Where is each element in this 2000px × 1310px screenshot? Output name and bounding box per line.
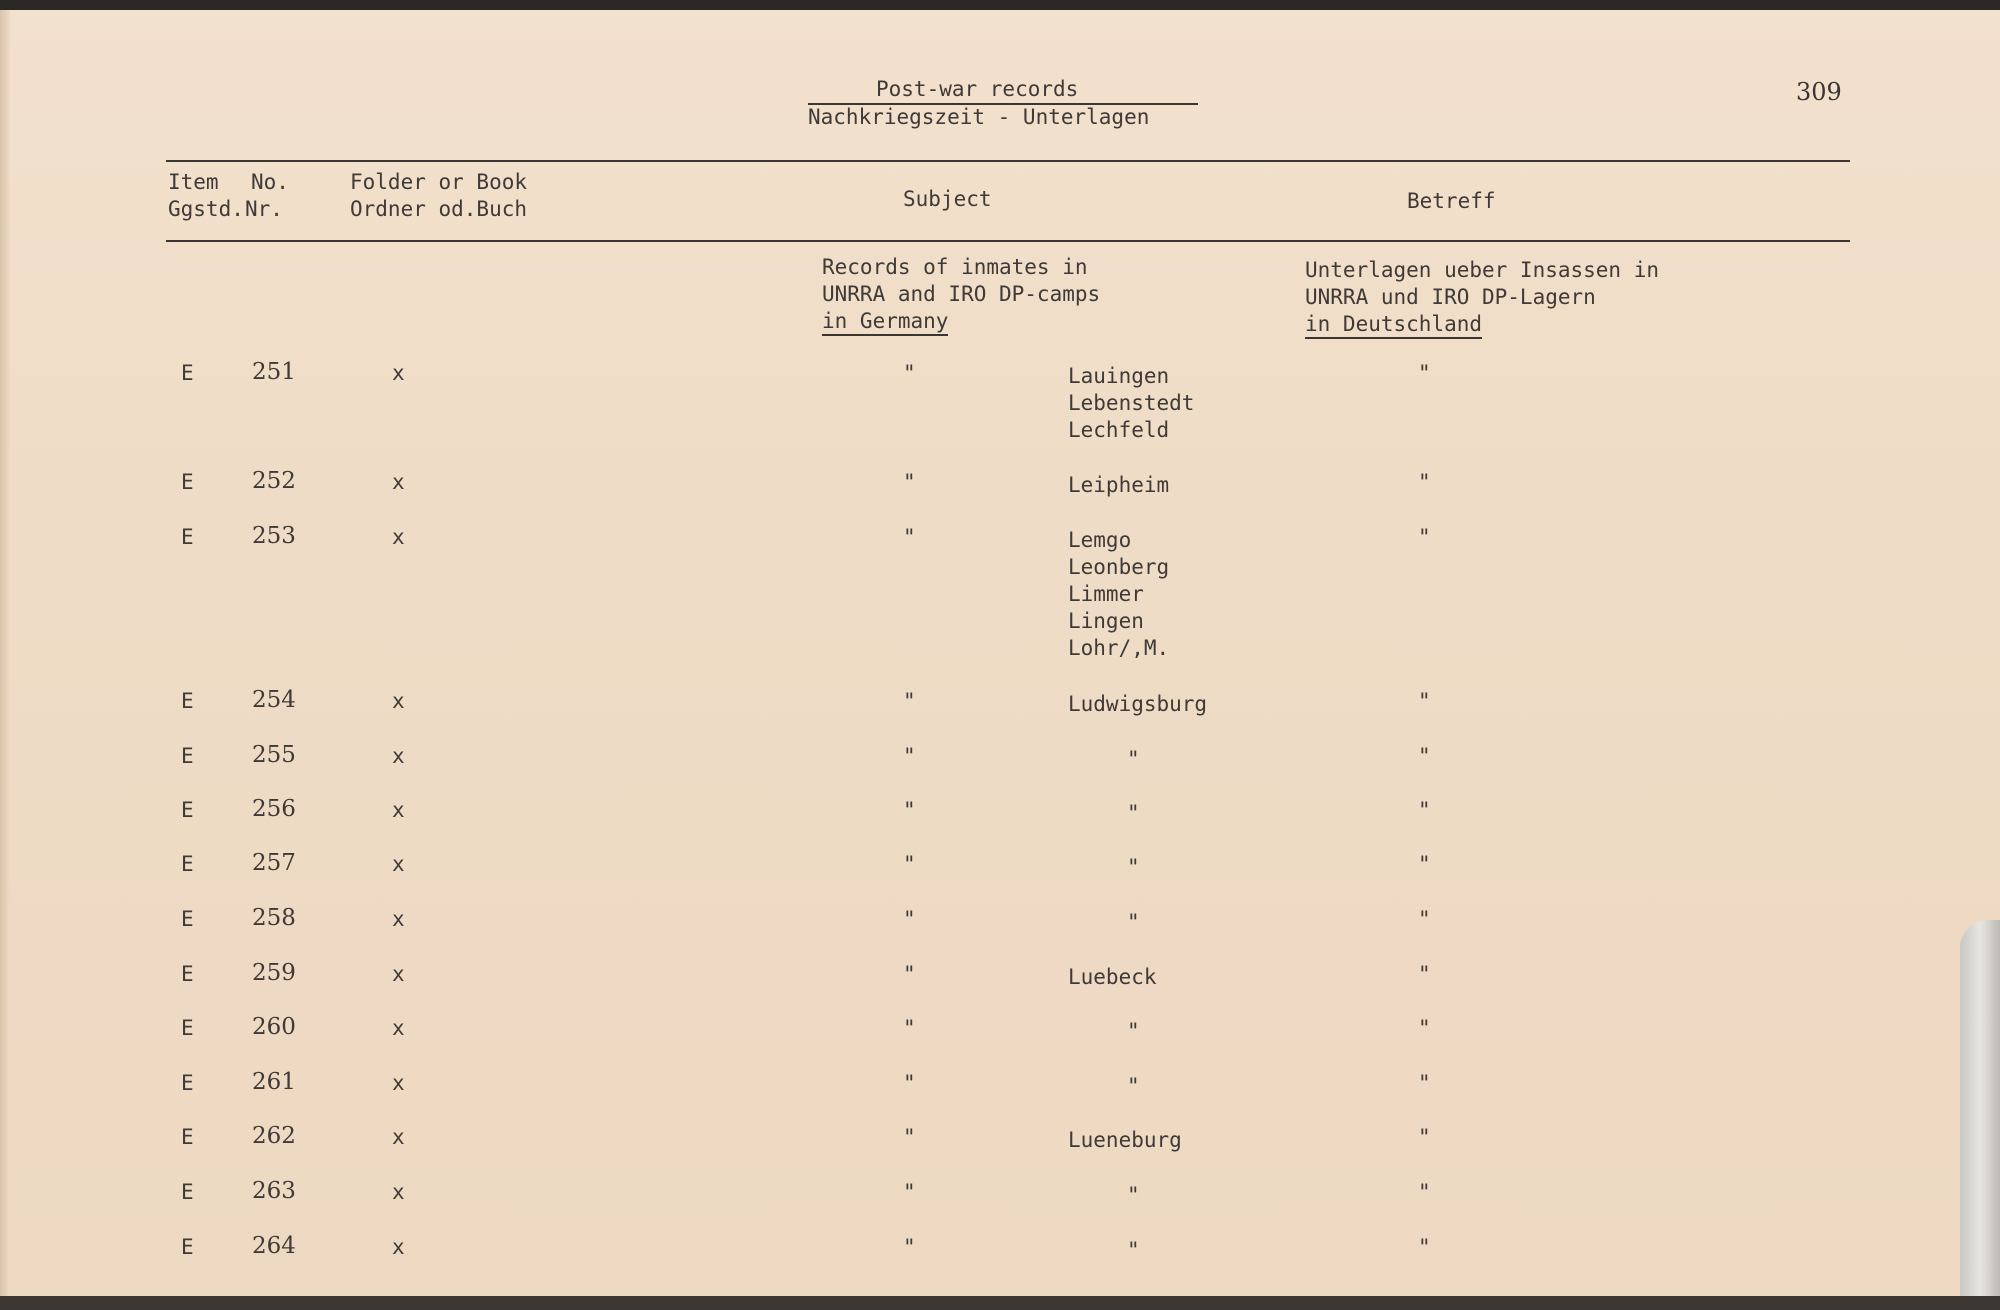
subject-cell: " [903, 1071, 916, 1095]
number-cell: 263 [252, 1178, 296, 1204]
item-cell: E [181, 907, 194, 931]
number-cell: 254 [252, 687, 296, 713]
place-name: " [1127, 910, 1140, 934]
subject-cell: " [903, 798, 916, 822]
betreff-cell: " [1418, 361, 1431, 385]
column-header-item: Item [168, 170, 219, 194]
number-cell: 251 [252, 359, 296, 385]
place-name: Leonberg [1068, 555, 1170, 579]
subject-cell: " [903, 1180, 916, 1204]
page-tab [1960, 920, 2000, 1310]
place-name: " [1127, 801, 1140, 825]
intro-betreff-line-2: UNRRA und IRO DP-Lagern [1305, 285, 1596, 309]
place-name: Lingen [1068, 609, 1144, 633]
item-cell: E [181, 1071, 194, 1095]
place-name: " [1127, 747, 1140, 771]
number-cell: 257 [252, 850, 296, 876]
number-cell: 253 [252, 523, 296, 549]
place-cell [1068, 964, 1157, 991]
folder-cell: x [392, 1125, 405, 1149]
column-header-nr: Nr. [245, 197, 283, 221]
place-name: Leipheim [1068, 473, 1170, 497]
place-name: Lebenstedt [1068, 391, 1195, 415]
number-cell: 262 [252, 1123, 296, 1149]
scan-top-edge [0, 0, 2000, 10]
place-cell [1127, 854, 1140, 881]
place-cell [1127, 1018, 1140, 1045]
intro-subject-line-2: UNRRA and IRO DP-camps [822, 282, 1101, 306]
place-cell [1127, 1182, 1140, 1209]
place-name: " [1127, 1074, 1140, 1098]
page-number: 309 [1796, 78, 1842, 106]
item-cell: E [181, 744, 194, 768]
item-cell: E [181, 1235, 194, 1259]
betreff-cell: " [1418, 470, 1431, 494]
column-header-no: No. [251, 170, 289, 194]
number-cell: 255 [252, 742, 296, 768]
betreff-cell: " [1418, 852, 1431, 876]
place-name: " [1127, 855, 1140, 879]
subject-cell: " [903, 1016, 916, 1040]
folder-cell: x [392, 962, 405, 986]
subject-cell: " [903, 907, 916, 931]
scan-bottom-edge [0, 1296, 2000, 1310]
folder-cell: x [392, 852, 405, 876]
number-cell: 261 [252, 1069, 296, 1095]
number-cell: 258 [252, 905, 296, 931]
intro-subject-underlined: in Germany [822, 309, 948, 336]
place-cell [1127, 800, 1140, 827]
place-cell [1068, 1127, 1182, 1154]
betreff-cell: " [1418, 1180, 1431, 1204]
item-cell: E [181, 962, 194, 986]
betreff-cell: " [1418, 1016, 1431, 1040]
place-name: " [1127, 1183, 1140, 1207]
folder-cell: x [392, 525, 405, 549]
subject-cell: " [903, 361, 916, 385]
place-cell [1068, 363, 1194, 444]
column-header-ordner: Ordner od.Buch [350, 197, 528, 221]
header-top-rule [166, 160, 1850, 162]
subject-cell: " [903, 525, 916, 549]
item-cell: E [181, 470, 194, 494]
place-name: Lueneburg [1068, 1128, 1182, 1152]
folder-cell: x [392, 1016, 405, 1040]
place-name: Lechfeld [1068, 418, 1170, 442]
item-cell: E [181, 1016, 194, 1040]
folder-cell: x [392, 689, 405, 713]
subject-cell: " [903, 744, 916, 768]
betreff-cell: " [1418, 798, 1431, 822]
place-cell [1127, 1073, 1140, 1100]
folder-cell: x [392, 1071, 405, 1095]
betreff-cell: " [1418, 1235, 1431, 1259]
betreff-cell: " [1418, 525, 1431, 549]
betreff-cell: " [1418, 744, 1431, 768]
column-header-subject: Subject [903, 187, 992, 211]
folder-cell: x [392, 744, 405, 768]
folder-cell: x [392, 798, 405, 822]
place-cell [1127, 746, 1140, 773]
place-cell [1068, 527, 1169, 662]
folder-cell: x [392, 907, 405, 931]
betreff-cell: " [1418, 1071, 1431, 1095]
number-cell: 260 [252, 1014, 296, 1040]
folder-cell: x [392, 1235, 405, 1259]
folder-cell: x [392, 470, 405, 494]
header-bottom-rule [166, 240, 1850, 242]
subject-cell: " [903, 852, 916, 876]
subject-cell: " [903, 1235, 916, 1259]
betreff-cell: " [1418, 907, 1431, 931]
subject-cell: " [903, 962, 916, 986]
place-name: Lohr/,M. [1068, 636, 1170, 660]
subject-cell: " [903, 1125, 916, 1149]
item-cell: E [181, 689, 194, 713]
column-header-folder: Folder or Book [350, 170, 528, 194]
place-cell [1068, 691, 1207, 718]
number-cell: 256 [252, 796, 296, 822]
number-cell: 259 [252, 960, 296, 986]
number-cell: 252 [252, 468, 296, 494]
item-cell: E [181, 1180, 194, 1204]
folder-cell: x [392, 1180, 405, 1204]
item-cell: E [181, 852, 194, 876]
item-cell: E [181, 525, 194, 549]
intro-betreff-line-1: Unterlagen ueber Insassen in [1305, 258, 1660, 282]
place-name: " [1127, 1019, 1140, 1043]
number-cell: 264 [252, 1233, 296, 1259]
page-subtitle: Nachkriegszeit - Unterlagen [808, 105, 1150, 129]
intro-betreff-underlined: in Deutschland [1305, 312, 1482, 339]
intro-subject-line-1: Records of inmates in [822, 255, 1088, 279]
item-cell: E [181, 1125, 194, 1149]
place-name: " [1127, 1238, 1140, 1262]
place-name: Ludwigsburg [1068, 692, 1208, 716]
column-header-betreff: Betreff [1407, 189, 1496, 213]
scan-left-edge [0, 10, 10, 1310]
place-cell [1068, 472, 1169, 499]
place-cell [1127, 909, 1140, 936]
intro-betreff-line-3 [1305, 311, 1482, 338]
betreff-cell: " [1418, 1125, 1431, 1149]
place-name: Lemgo [1068, 528, 1132, 552]
folder-cell: x [392, 361, 405, 385]
place-cell [1127, 1237, 1140, 1264]
betreff-cell: " [1418, 689, 1431, 713]
subject-cell: " [903, 689, 916, 713]
item-cell: E [181, 361, 194, 385]
place-name: Lauingen [1068, 364, 1170, 388]
place-name: Luebeck [1068, 965, 1157, 989]
betreff-cell: " [1418, 962, 1431, 986]
place-name: Limmer [1068, 582, 1144, 606]
column-header-ggstd: Ggstd. [168, 197, 244, 221]
item-cell: E [181, 798, 194, 822]
intro-subject-line-3 [822, 308, 948, 335]
page-title: Post-war records [876, 77, 1079, 101]
subject-cell: " [903, 470, 916, 494]
